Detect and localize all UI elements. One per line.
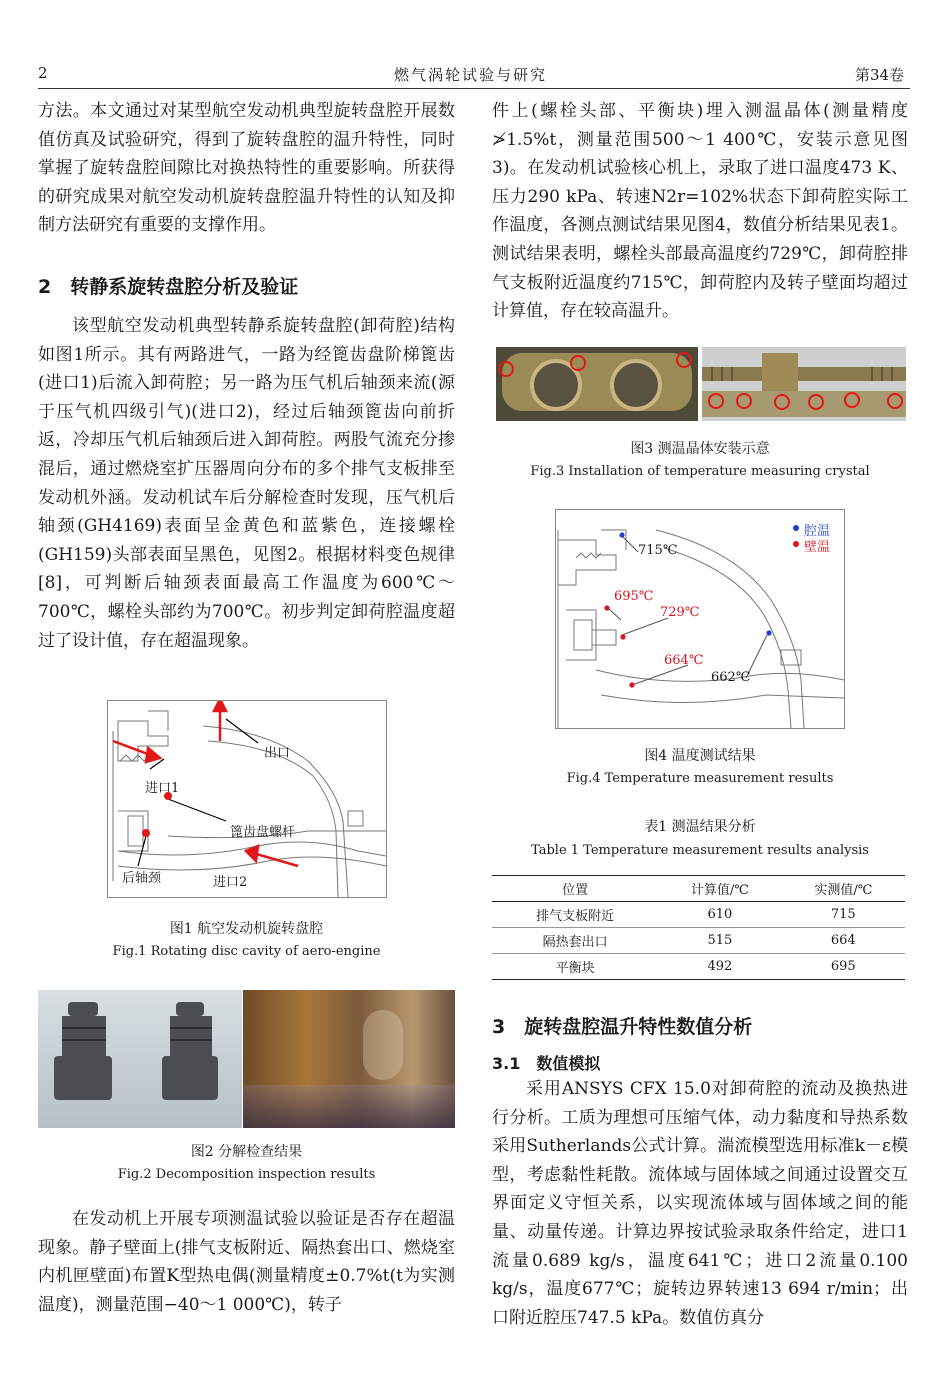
table-header-row <box>492 876 905 902</box>
temp-695: 695℃ <box>614 589 654 604</box>
header-position: 位置 <box>562 883 589 898</box>
right-section31 <box>492 1075 908 1332</box>
table1-caption-en: Table 1 Temperature measurement results analysis <box>531 843 869 858</box>
label-bolt: 篦齿盘螺杆 <box>230 825 296 840</box>
section31-paragraph: 采用ANSYS CFX 15.0对卸荷腔的流动及换热进行分析。工质为理想可压缩气体，动力黏度和导热系数采用Sutherlands公式计算。湍流模型选用标准k－ε模型，考虑黏性耗散。流体域与固体域之间通过设置交互界面定义守恒关系，以实现流体域与固体域之间的能量、动量传递。计算边界按试验录取条件给定，进口1流量0.689 kg/s，温度641℃；进口2流量0.100 kg/s，温度677℃；旋转边界转速13 694 r/min；出口附近腔压747.5 kPa。数值仿真分 <box>492 1079 908 1328</box>
header-calculated: 计算值/℃ <box>690 883 749 898</box>
table-row <box>492 954 905 980</box>
section-2-title: 2 转静系旋转盘腔分析及验证 <box>38 276 299 298</box>
label-inlet2: 进口2 <box>213 875 248 890</box>
table-cell: 排气支板附近 <box>536 909 615 924</box>
table-cell: 610 <box>707 907 733 922</box>
fig3-plate-photo <box>496 347 698 421</box>
temp-729: 729℃ <box>660 605 700 620</box>
legend-cavity-marker <box>793 525 799 531</box>
intro-paragraph: 方法。本文通过对某型航空发动机典型旋转盘腔开展数值仿真及试验研究，得到了旋转盘腔的温升特性，同时掌握了旋转盘腔间隙比对换热特性的重要影响。所获得的研究成果对航空发动机旋转盘腔温升特性的认知及抑制方法研究有重要的支撑作用。 <box>38 101 455 236</box>
volume-label: 第34卷 <box>855 66 905 84</box>
table-cell: 515 <box>707 933 733 948</box>
header-measured: 实测值/℃ <box>814 883 873 898</box>
fig3-caption-cn: 图3 测温晶体安装示意 <box>630 441 770 457</box>
fig4-caption-en: Fig.4 Temperature measurement results <box>566 771 834 786</box>
right-cont <box>492 97 908 326</box>
table1-caption-cn: 表1 测温结果分析 <box>644 819 756 835</box>
left-test <box>38 1205 455 1319</box>
subsection-3-1-title: 3.1 数值模拟 <box>492 1054 601 1073</box>
section2-paragraph: 该型航空发动机典型转静系旋转盘腔(卸荷腔)结构如图1所示。其有两路进气，一路为经篦齿盘阶梯篦齿(进口1)后流入卸荷腔；另一路为压气机后轴颈来流(源于压气机四级引气)(进口2)，经过后轴颈篦齿向前折返，冷却压气机后轴颈后进入卸荷腔。两股气流充分掺混后，通过燃烧室扩压器周向分布的多个排气支板排至发动机外涵。发动机试车后分解检查时发现，压气机后轴颈(GH4169)表面呈金黄色和蓝紫色，连接螺栓(GH159)头部表面呈黑色，见图2。根据材料变色规律[8]，可判断后轴颈表面最高工作温度为600℃～700℃，螺栓头部约为700℃。初步判定卸荷腔温度超过了设计值，存在超温现象。 <box>38 316 455 651</box>
legend-wall: 壁温 <box>804 540 831 555</box>
left-intro <box>38 97 455 240</box>
temp-715: 715℃ <box>638 543 678 558</box>
fig3-bolt-photo <box>702 347 906 421</box>
fig1-caption-en: Fig.1 Rotating disc cavity of aero-engine <box>112 944 381 959</box>
section-3-title: 3 旋转盘腔温升特性数值分析 <box>492 1016 753 1038</box>
continued-paragraph: 件上(螺栓头部、平衡块)埋入测温晶体(测量精度≯1.5%t，测量范围500～1 400℃，安装示意见图3)。在发动机试验核心机上，录取了进口温度473 K、压力290 kPa、转速N2r=102%状态下卸荷腔实际工作温度，各测点测试结果见图4，数值分析结果见表1。测试结果表明，螺栓头部最高温度约729℃，卸荷腔排气支板附近温度约715℃，卸荷腔内及转子壁面均超过计算值，存在较高温升。 <box>492 101 908 322</box>
label-shaft: 后轴颈 <box>122 871 162 886</box>
fig4-caption-cn: 图4 温度测试结果 <box>644 748 756 764</box>
table-cell: 平衡块 <box>555 961 595 976</box>
table-row <box>492 928 905 954</box>
figure-1 <box>107 700 387 898</box>
fig1-caption-cn: 图1 航空发动机旋转盘腔 <box>169 921 324 937</box>
left-section2 <box>38 312 455 655</box>
legend-cavity: 腔温 <box>804 524 831 539</box>
table-cell: 隔热套出口 <box>542 935 608 950</box>
legend-wall-marker <box>793 541 799 547</box>
test-paragraph: 在发动机上开展专项测温试验以验证是否存在超温现象。静子壁面上(排气支板附近、隔热套出口、燃烧室内机匣壁面)布置K型热电偶(测量精度±0.7%t(t为实测温度)，测量范围−40～1 000℃)，转子 <box>38 1209 455 1315</box>
journal-title: 燃气涡轮试验与研究 <box>393 66 547 84</box>
label-inlet1: 进口1 <box>145 781 180 796</box>
temp-664: 664℃ <box>664 653 704 668</box>
figure-4 <box>555 509 845 729</box>
table-cell: 715 <box>830 907 856 922</box>
page-number: 2 <box>38 64 48 82</box>
fig3-caption-en: Fig.3 Installation of temperature measuring crystal <box>530 464 870 479</box>
table-cell: 492 <box>707 959 733 974</box>
table-row <box>492 902 905 928</box>
fig2-shaft-photo <box>243 990 455 1128</box>
table-1 <box>492 875 905 980</box>
fig2-bolt-photo <box>38 990 242 1128</box>
fig2-caption-cn: 图2 分解检查结果 <box>190 1144 303 1160</box>
figure-4-diagram <box>556 510 844 728</box>
fig2-caption-en: Fig.2 Decomposition inspection results <box>117 1167 376 1182</box>
temp-662: 662℃ <box>711 670 751 685</box>
label-outlet: 出口 <box>264 746 291 761</box>
table-cell: 695 <box>830 959 856 974</box>
table-cell: 664 <box>830 933 856 948</box>
header-rule <box>38 88 910 89</box>
